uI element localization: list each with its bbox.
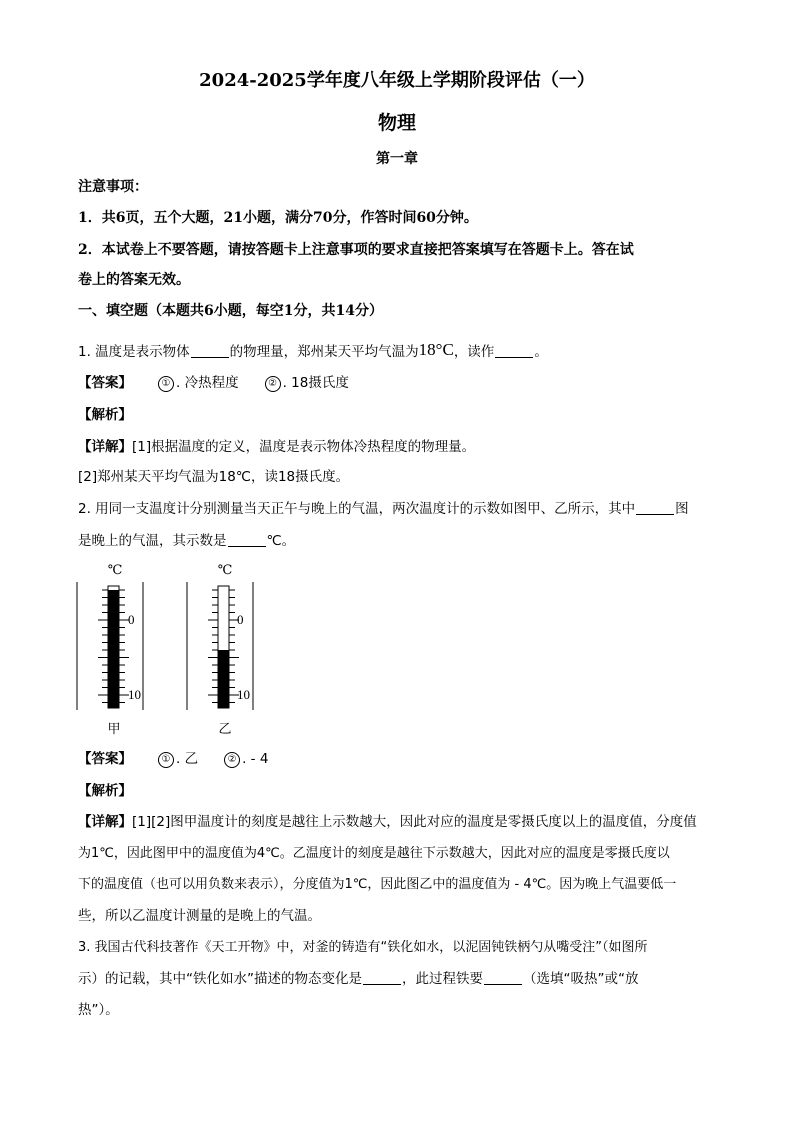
- q2-detail-line-3: 下的温度值（也可以用负数来表示），分度值为1℃，因此图乙中的温度值为 - 4℃。因为晚上气温要低一: [78, 877, 677, 892]
- q2-line2-a: 是晚上的气温，其示数是: [78, 533, 227, 549]
- yi-label-0: 0: [237, 612, 244, 627]
- exam-title: 2024-2025学年度八年级上学期阶段评估（一）: [199, 70, 595, 91]
- thermometer-yi: [187, 562, 253, 736]
- yi-liquid-column: [218, 650, 229, 708]
- q3-stem-line-3: 热”）。: [78, 1002, 119, 1018]
- q2-line2-b: ℃。: [266, 533, 296, 549]
- jia-label-10: 10: [128, 687, 141, 702]
- jia-unit-label: ℃: [107, 562, 123, 577]
- notice-item-1: 1．共6页，五个大题，21小题，满分70分，作答时间60分钟。: [78, 210, 478, 226]
- q1-ans2: . 18摄氏度: [282, 375, 349, 391]
- jia-label-0: 0: [128, 612, 135, 627]
- q2-detail-line-2: 为1℃，因此图甲中的温度值为4℃。乙温度计的刻度是越往下示数越大，因此对应的温度是零摄氏度以: [78, 846, 670, 861]
- q2-answer: [78, 749, 718, 769]
- q1-text-b: 的物理量，郑州某天平均气温为: [229, 344, 419, 360]
- q1-answer-tag: 【答案】: [78, 375, 132, 391]
- chapter-title: 第一章: [376, 151, 418, 167]
- q2-detail-tag: 【详解】: [78, 814, 132, 830]
- q1-ans1: . 冷热程度: [176, 375, 239, 391]
- notice-item-2-line-2: 卷上的答案无效。: [78, 272, 190, 288]
- q1-blank-1: [191, 343, 229, 358]
- yi-unit-label: ℃: [217, 562, 233, 577]
- q1-ans2-num: ②: [265, 376, 281, 392]
- q3-blank-1: [363, 970, 401, 985]
- q2-line1-a: 2. 用同一支温度计分别测量当天正午与晚上的气温，两次温度计的示数如图甲、乙所示，其中: [78, 501, 636, 517]
- q2-blank-2: [228, 532, 266, 547]
- yi-caption: 乙: [218, 721, 232, 736]
- q1-analysis-tag: 【解析】: [78, 407, 132, 423]
- q1-text-a: 1. 温度是表示物体: [78, 344, 190, 360]
- q2-analysis-tag: 【解析】: [78, 783, 132, 799]
- q3-line2-b: ，此过程铁要: [402, 971, 483, 987]
- q1-detail-text-1: [1]根据温度的定义，温度是表示物体冷热程度的物理量。: [132, 439, 476, 455]
- jia-caption: 甲: [107, 721, 121, 736]
- section-1-heading: 一、填空题（本题共6小题，每空1分，共14分）: [78, 303, 383, 319]
- jia-liquid-column: [108, 590, 119, 708]
- q2-blank-1: [636, 500, 674, 515]
- q2-detail-line-1: [78, 812, 718, 832]
- q2-detail-text-1: [1][2]图甲温度计的刻度是越往上示数越大，因此对应的温度是零摄氏度以上的温度值，分度值: [132, 814, 697, 830]
- q1-text-d: 。: [534, 344, 548, 360]
- q1-answer: [78, 373, 718, 393]
- q3-line2-c: （选填“吸热”或“放: [523, 971, 639, 987]
- q3-stem-line-2: [78, 969, 718, 989]
- q2-ans2: . - 4: [242, 751, 269, 767]
- q2-ans1-num: ①: [158, 752, 174, 768]
- q1-blank-2: [495, 343, 533, 358]
- q1-detail-2: [2]郑州某天平均气温为18℃，读18摄氏度。: [78, 469, 350, 485]
- thermometer-jia: [77, 562, 143, 736]
- q1-temp: 18°C: [418, 340, 454, 359]
- q1-stem: [78, 340, 718, 362]
- q2-detail-line-4: 些，所以乙温度计测量的是晚上的气温。: [78, 908, 321, 924]
- q2-ans2-num: ②: [224, 752, 240, 768]
- thermometer-figure: [70, 558, 270, 740]
- q3-stem-line-1: 3. 我国古代科技著作《天工开物》中，对釜的铸造有“铁化如水，以泥固钝铁柄勺从嘴受注”（如图所: [78, 940, 648, 955]
- q2-answer-tag: 【答案】: [78, 751, 132, 767]
- q2-stem-line-1: [78, 499, 718, 519]
- q3-blank-2: [484, 970, 522, 985]
- q2-ans1: . 乙: [176, 751, 199, 767]
- yi-label-10: 10: [237, 687, 250, 702]
- q1-detail-tag: 【详解】: [78, 439, 132, 455]
- q2-line1-b: 图: [675, 501, 689, 517]
- notice-heading: 注意事项：: [78, 179, 148, 195]
- q3-line2-a: 示）的记载，其中“铁化如水”描述的物态变化是: [78, 971, 362, 987]
- q1-ans1-num: ①: [158, 376, 174, 392]
- q2-stem-line-2: [78, 531, 718, 551]
- q1-text-c: ，读作: [453, 344, 495, 360]
- q1-detail-1: [78, 437, 718, 457]
- subject-title: 物理: [377, 112, 416, 134]
- notice-item-2-line-1: 2．本试卷上不要答题，请按答题卡上注意事项的要求直接把答案填写在答题卡上。答在试: [78, 242, 634, 258]
